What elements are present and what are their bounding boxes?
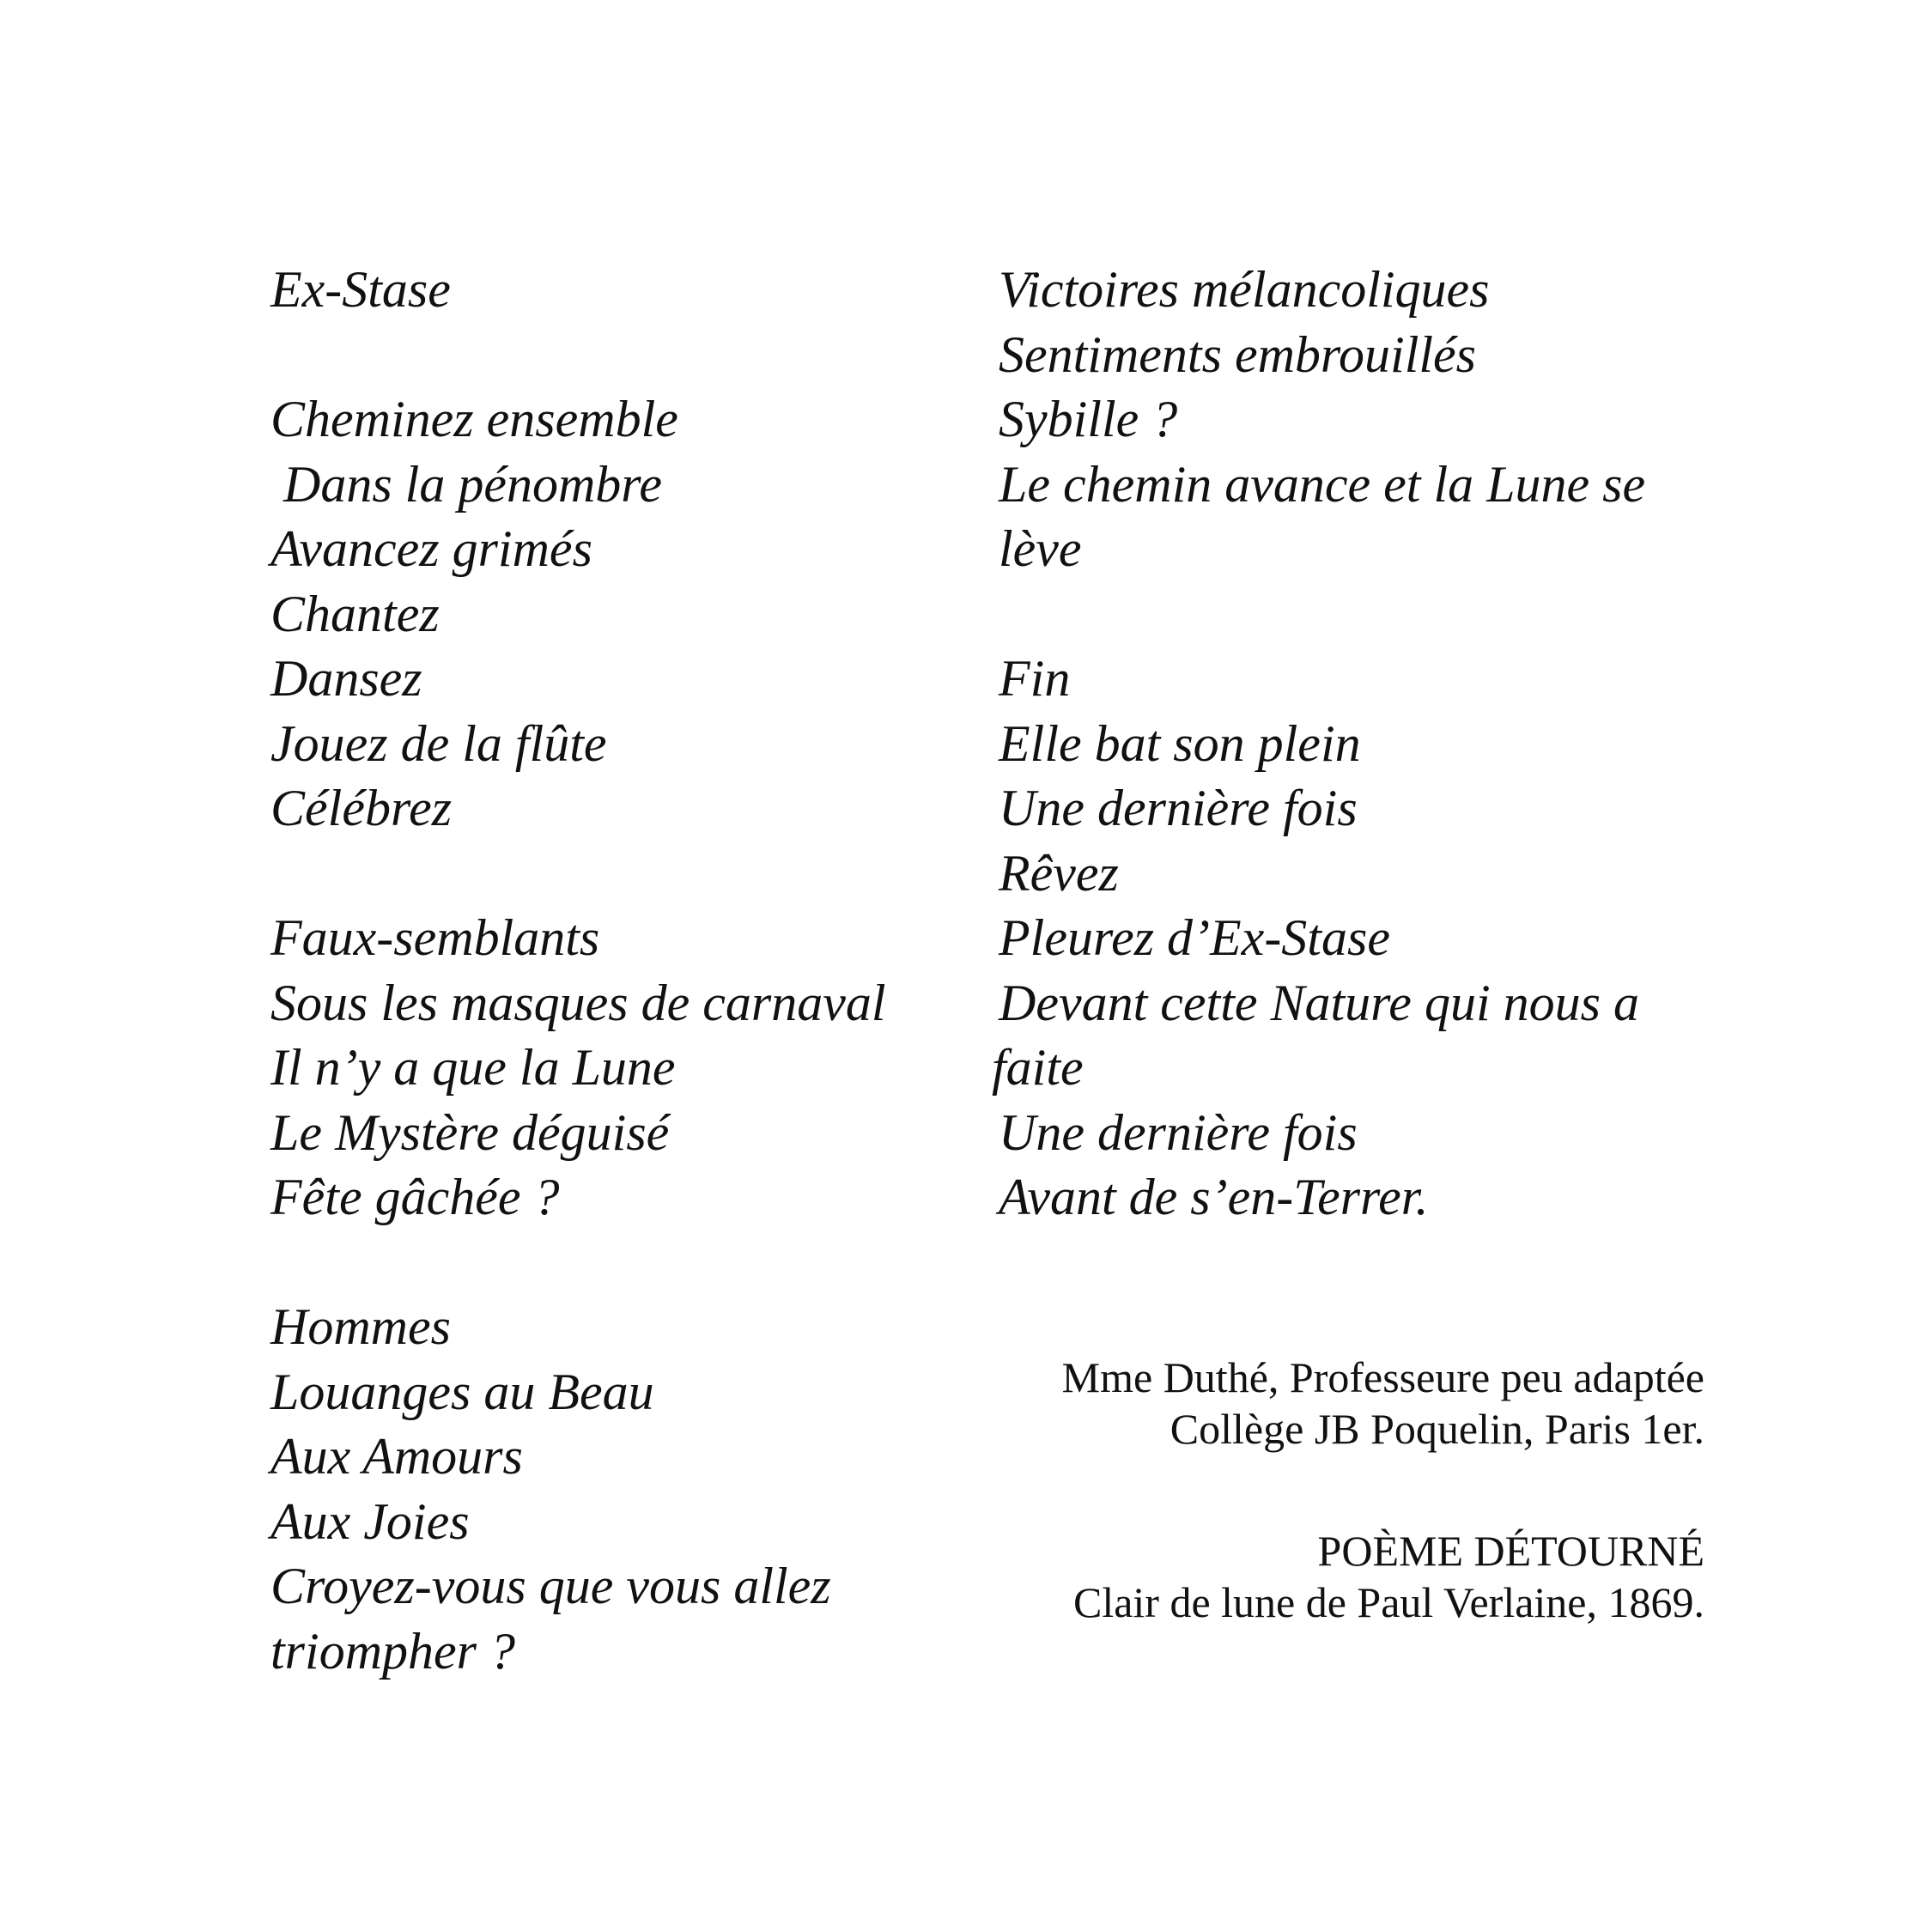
poem-line: Rêvez [999,844,1119,902]
poem-line: Chantez [270,585,440,642]
poem-line: Aux Amours [270,1428,523,1485]
poem-line: Avant de s’en-Terrer. [999,1169,1429,1225]
author-line: Mme Duthé, Professeure peu adaptée [1061,1353,1704,1401]
poem-line: Faux-semblants [270,909,600,966]
poem-credits [1062,1352,1704,1628]
poem-line: Louanges au Beau [270,1363,654,1420]
poem-line: Aux Joies [270,1492,470,1550]
poem-line: Une dernière fois [999,780,1358,836]
poem-line: Une dernière fois [999,1103,1358,1161]
credits-gap [1062,1455,1704,1525]
poem-line: Hommes [270,1298,451,1355]
poem-line: lève [999,520,1082,577]
poem-line: Le chemin avance et la Lune se [999,455,1646,513]
poem-line: Victoires mélancoliques [999,261,1490,318]
poem-line: Dans la pénombre [270,455,663,513]
stanza-gap [270,1230,940,1296]
detourne-label: POÈME DÉTOURNÉ [1317,1527,1704,1575]
poem-line: Croyez-vous que vous allez [270,1558,831,1614]
poem-line: Devant cette Nature qui nous a [999,974,1639,1031]
poem-line: Avancez grimés [270,520,592,577]
poem-title: Ex-Stase [270,261,451,318]
poem-line: Sybille ? [999,391,1178,447]
poem-line: Fête gâchée ? [270,1169,560,1225]
poem-line: triompher ? [270,1622,515,1680]
source-line: Clair de lune de Paul Verlaine, 1869. [1072,1578,1704,1626]
school-line: Collège JB Poquelin, Paris 1er. [1170,1405,1704,1453]
poem-line: Le Mystère déguisé [270,1103,670,1161]
stanza-gap [999,582,1720,647]
poem-line: Il n’y a que la Lune [270,1039,676,1096]
poem-line: Sous les masques de carnaval [270,974,886,1031]
poem-left-column [270,258,940,1684]
poem-line: Fin [999,650,1071,707]
stanza-gap [270,841,940,907]
poem-line: Jouez de la flûte [270,714,607,772]
poem-line: Célébrez [270,780,453,836]
poem-line: Sentiments embrouillés [999,325,1477,383]
poem-line: Pleurez d’Ex-Stase [999,909,1390,966]
poem-line: faite [992,1039,1084,1096]
poem-line: Cheminez ensemble [270,391,678,447]
poem-line: Elle bat son plein [999,714,1361,772]
poem-line: Dansez [270,650,422,707]
poem-right-column [992,258,1720,1230]
stanza-gap [270,323,940,388]
